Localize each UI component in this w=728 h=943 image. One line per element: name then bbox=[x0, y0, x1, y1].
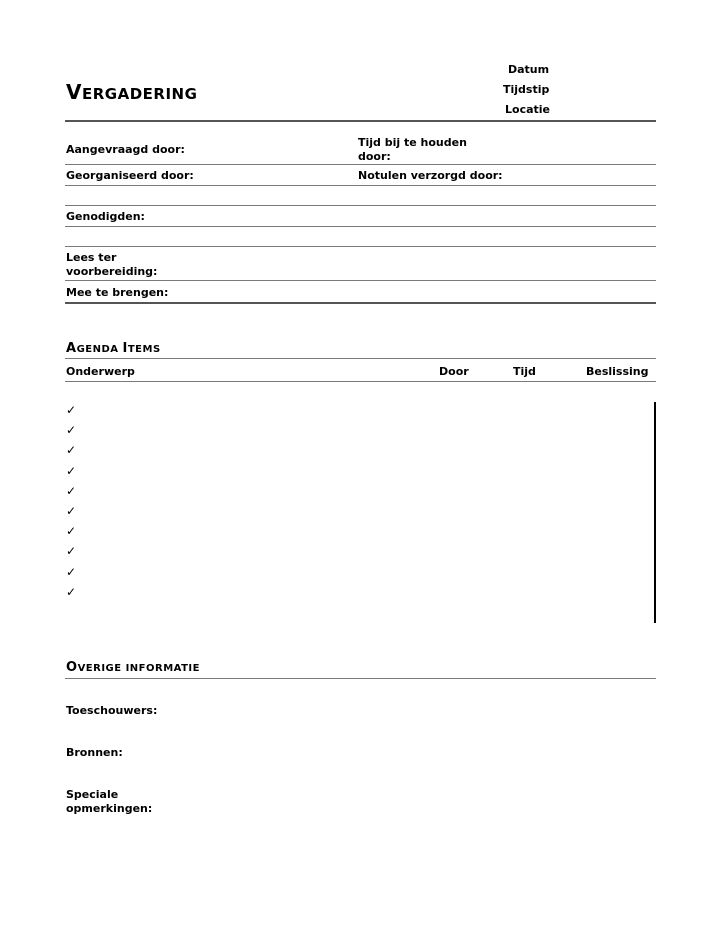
checkmark-icon: ✓ bbox=[66, 504, 77, 518]
header-divider bbox=[65, 120, 656, 122]
checkmark-icon: ✓ bbox=[66, 584, 77, 599]
spectators-label: Toeschouwers: bbox=[66, 704, 158, 717]
remarks-label: Speciale opmerkingen: bbox=[66, 788, 153, 815]
organized-by-label: Georganiseerd door: bbox=[66, 169, 194, 182]
read-prep-label: Lees ter voorbereiding: bbox=[66, 251, 158, 278]
minutes-by-label: Notulen verzorgd door: bbox=[358, 169, 503, 182]
column-header-time: Tijd bbox=[513, 365, 536, 378]
checkmark-icon: ✓ bbox=[66, 524, 77, 539]
checkmark-icon: ✓ bbox=[66, 463, 77, 478]
agenda-heading: AGENDA ITEMS bbox=[66, 341, 161, 356]
row-divider bbox=[65, 246, 656, 247]
section-divider bbox=[65, 302, 656, 304]
meta-time: Tijdstip bbox=[503, 83, 550, 96]
column-header-divider bbox=[65, 381, 656, 382]
row-divider bbox=[65, 185, 656, 186]
page-title: VERGADERING bbox=[66, 80, 198, 104]
column-header-subject: Onderwerp bbox=[66, 365, 135, 378]
column-header-by: Door bbox=[439, 365, 469, 378]
checkmark-icon: ✓ bbox=[66, 564, 77, 579]
other-info-divider bbox=[65, 678, 656, 679]
checkmark-icon: ✓ bbox=[66, 544, 77, 559]
checkmark-icon: ✓ bbox=[66, 443, 77, 458]
row-divider bbox=[65, 280, 656, 281]
row-divider bbox=[65, 164, 656, 165]
time-to-hold-label: Tijd bij te houden door: bbox=[358, 136, 467, 163]
meta-date: Datum bbox=[508, 63, 550, 76]
sources-label: Bronnen: bbox=[66, 746, 123, 759]
meta-location: Locatie bbox=[505, 103, 550, 116]
checkmark-icon: ✓ bbox=[66, 403, 77, 417]
other-info-heading: OVERIGE INFORMATIE bbox=[66, 660, 200, 675]
requested-by-label: Aangevraagd door: bbox=[66, 143, 185, 156]
checkmark-icon: ✓ bbox=[66, 423, 77, 438]
column-header-decision: Beslissing bbox=[586, 365, 649, 378]
row-divider bbox=[65, 205, 656, 206]
agenda-right-border bbox=[654, 402, 656, 623]
bring-label: Mee te brengen: bbox=[66, 286, 169, 299]
agenda-heading-divider bbox=[65, 358, 656, 359]
invited-label: Genodigden: bbox=[66, 210, 145, 223]
checkmark-icon: ✓ bbox=[66, 483, 77, 498]
row-divider bbox=[65, 226, 656, 227]
